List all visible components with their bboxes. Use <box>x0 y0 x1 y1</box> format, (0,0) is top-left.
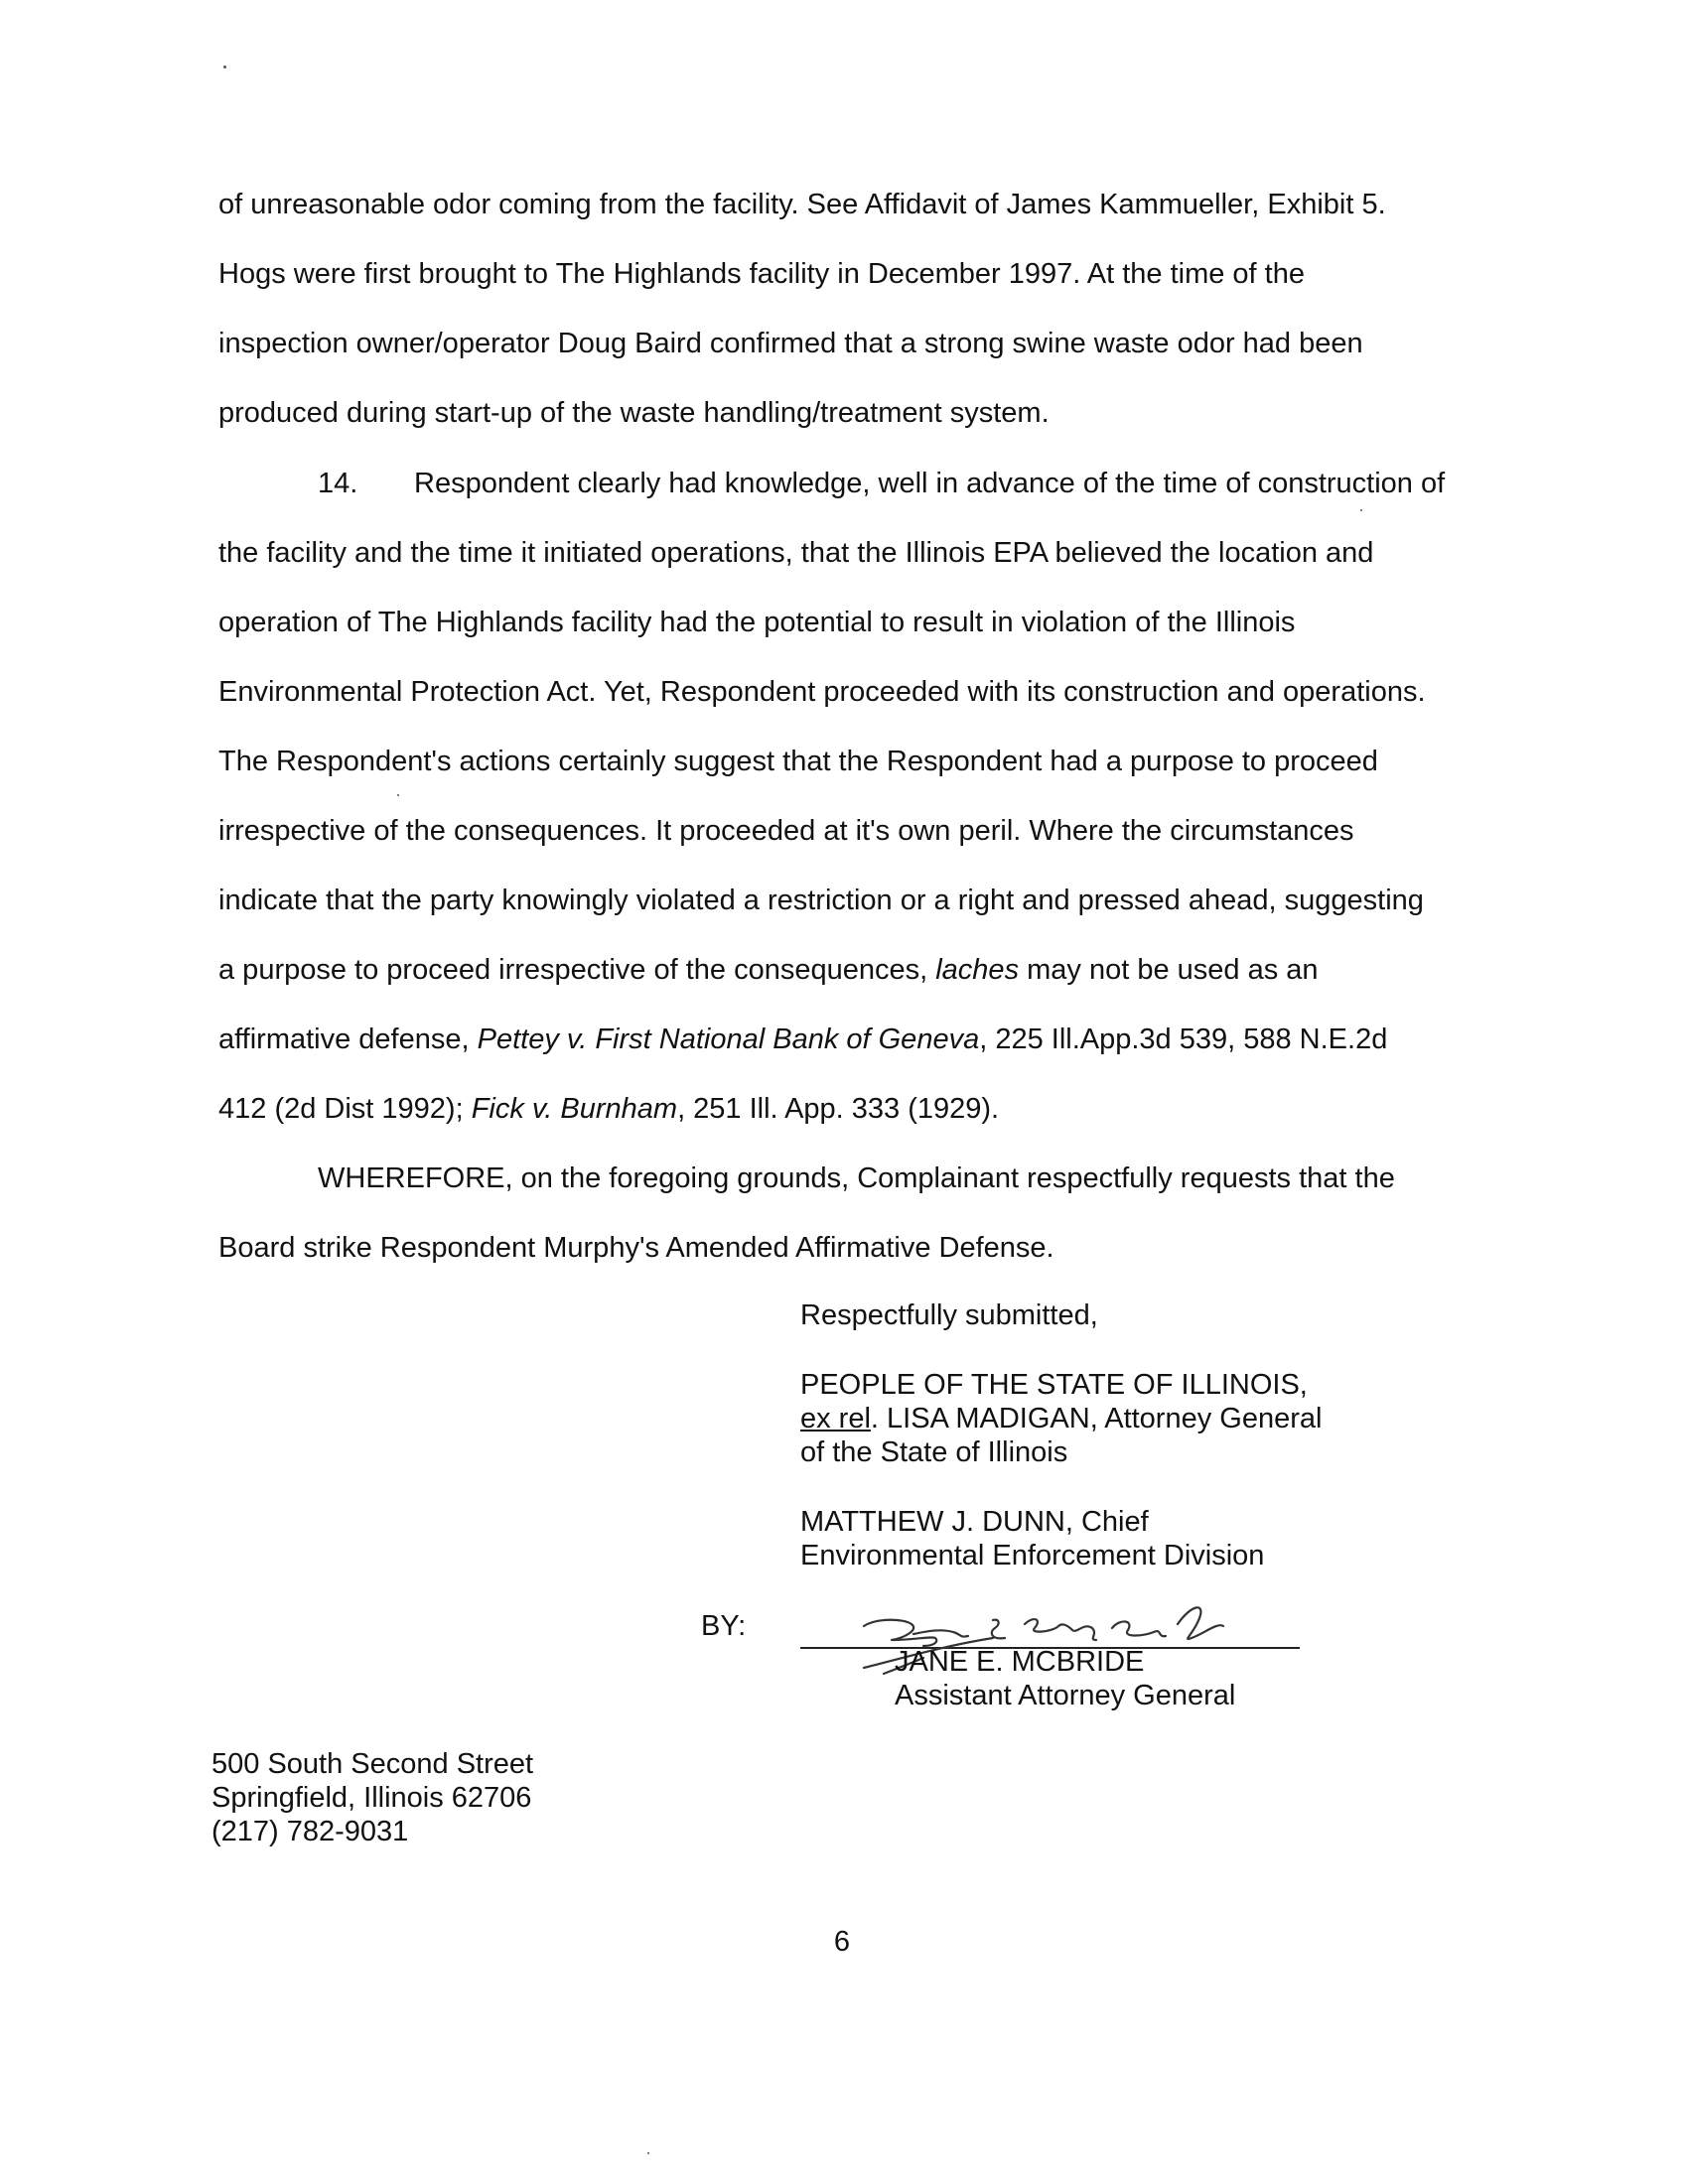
text-run: , 251 Ill. App. 333 (1929). <box>677 1093 1000 1125</box>
state-line: of the State of Illinois <box>800 1436 1068 1468</box>
text-run: . LISA MADIGAN, Attorney General <box>870 1403 1323 1434</box>
case-term-italic: laches <box>935 954 1020 986</box>
wherefore-line: WHEREFORE, on the foregoing grounds, Complainant respectfully requests that the <box>318 1162 1395 1194</box>
scan-speck <box>647 2152 649 2154</box>
text-run: affirmative defense, <box>218 1024 478 1055</box>
signer-name: JANE E. MCBRIDE <box>895 1646 1145 1678</box>
chief-line: MATTHEW J. DUNN, Chief <box>800 1506 1149 1538</box>
address-phone: (217) 782-9031 <box>211 1816 409 1847</box>
text-run: may not be used as an <box>1019 954 1319 986</box>
scan-speck <box>223 66 226 68</box>
body-line: The Respondent's actions certainly suggest that the Respondent had a purpose to proceed <box>218 746 1378 777</box>
body-line: inspection owner/operator Doug Baird confirmed that a strong swine waste odor had been <box>218 328 1363 359</box>
body-line: the facility and the time it initiated operations, that the Illinois EPA believed the location and <box>218 537 1374 569</box>
case-name-italic: Fick v. Burnham <box>471 1093 678 1125</box>
body-line-laches <box>218 953 1319 987</box>
paragraph-number: 14. <box>318 468 358 499</box>
ex-rel-underlined: ex rel <box>800 1403 871 1434</box>
page-number: 6 <box>833 1926 851 1958</box>
text-run: , 225 Ill.App.3d 539, 588 N.E.2d <box>979 1024 1388 1055</box>
signer-title: Assistant Attorney General <box>895 1680 1236 1711</box>
ex-rel-line <box>800 1402 1322 1435</box>
body-line-citation <box>218 1023 1387 1056</box>
text-run: a purpose to proceed irrespective of the consequences, <box>218 954 936 986</box>
body-line: Hogs were first brought to The Highlands facility in December 1997. At the time of the <box>218 258 1305 290</box>
body-line: Environmental Protection Act. Yet, Respondent proceeded with its construction and operations. <box>218 676 1426 708</box>
body-line: produced during start-up of the waste handling/treatment system. <box>218 397 1050 429</box>
party-name: PEOPLE OF THE STATE OF ILLINOIS, <box>800 1369 1308 1401</box>
address-street: 500 South Second Street <box>211 1748 534 1780</box>
body-line: of unreasonable odor coming from the facility. See Affidavit of James Kammueller, Exhibit 5. <box>218 189 1386 220</box>
body-line: operation of The Highlands facility had the potential to result in violation of the Illinois <box>218 607 1296 638</box>
body-line-citation <box>218 1092 999 1126</box>
case-name-italic: Pettey v. First National Bank of Geneva <box>477 1024 980 1055</box>
scan-speck <box>1360 509 1362 511</box>
paragraph-first-line: Respondent clearly had knowledge, well in advance of the time of construction of <box>414 468 1446 499</box>
text-run: 412 (2d Dist 1992); <box>218 1093 472 1125</box>
body-line: indicate that the party knowingly violated a restriction or a right and pressed ahead, suggesting <box>218 885 1424 916</box>
wherefore-line: Board strike Respondent Murphy's Amended Affirmative Defense. <box>218 1232 1054 1264</box>
by-label: BY: <box>701 1610 747 1642</box>
division-line: Environmental Enforcement Division <box>800 1540 1265 1571</box>
scan-speck <box>397 794 399 796</box>
closing: Respectfully submitted, <box>800 1299 1098 1331</box>
address-city: Springfield, Illinois 62706 <box>211 1782 532 1814</box>
body-line: irrespective of the consequences. It proceeded at it's own peril. Where the circumstances <box>218 815 1354 847</box>
